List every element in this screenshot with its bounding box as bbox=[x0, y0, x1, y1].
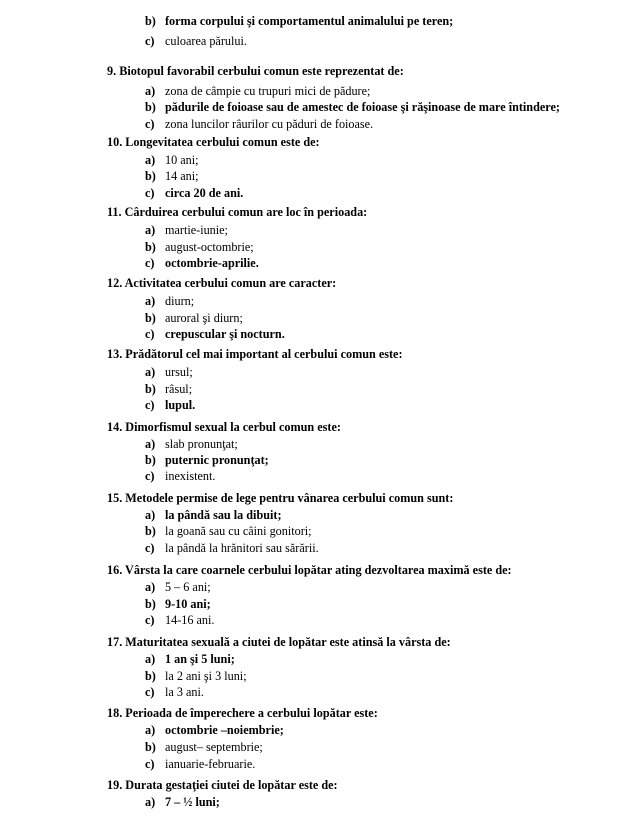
answer-option bbox=[145, 152, 199, 168]
option-text: 5 – 6 ani; bbox=[165, 580, 211, 594]
option-text: la 3 ani. bbox=[165, 685, 204, 699]
answer-option bbox=[145, 579, 211, 595]
option-letter: c) bbox=[145, 34, 155, 48]
option-letter: b) bbox=[145, 524, 156, 538]
answer-option bbox=[145, 99, 560, 115]
question-text: 10. Longevitatea cerbului comun este de: bbox=[107, 135, 320, 149]
option-text: la pândă la hrănitori sau sărării. bbox=[165, 541, 319, 555]
answer-option bbox=[145, 310, 243, 326]
option-text: 14 ani; bbox=[165, 169, 199, 183]
correct-answer-text: forma corpului şi comportamentul animalului pe teren; bbox=[165, 14, 454, 28]
answer-option bbox=[145, 523, 312, 539]
option-letter: a) bbox=[145, 580, 156, 594]
option-text: inexistent. bbox=[165, 469, 216, 483]
correct-answer-text: pădurile de foioase sau de amestec de foioase şi răşinoase de mare întindere; bbox=[165, 100, 560, 114]
correct-answer-text: 9-10 ani; bbox=[165, 597, 211, 611]
correct-answer-text: octombrie –noiembrie; bbox=[165, 723, 284, 737]
option-letter: b) bbox=[145, 311, 156, 325]
answer-option bbox=[145, 684, 204, 700]
option-letter: c) bbox=[145, 757, 155, 771]
answer-option bbox=[145, 756, 255, 772]
option-text: auroral şi diurn; bbox=[165, 311, 243, 325]
question-text: 12. Activitatea cerbului comun are caracter: bbox=[107, 276, 337, 290]
correct-answer-text: octombrie-aprilie. bbox=[165, 256, 259, 270]
option-letter: b) bbox=[145, 100, 156, 114]
option-text: august– septembrie; bbox=[165, 740, 263, 754]
correct-answer-text: 7 – ½ luni; bbox=[165, 795, 220, 809]
question-text: 16. Vârsta la care coarnele cerbului lopătar ating dezvoltarea maximă este de: bbox=[107, 563, 512, 577]
answer-option bbox=[145, 651, 235, 667]
answer-option bbox=[145, 794, 220, 810]
option-letter: c) bbox=[145, 256, 155, 270]
option-letter: b) bbox=[145, 740, 156, 754]
answer-option bbox=[145, 468, 215, 484]
answer-option bbox=[145, 293, 194, 309]
answer-option bbox=[145, 326, 285, 342]
option-text: ianuarie-februarie. bbox=[165, 757, 256, 771]
correct-answer-text: la pândă sau la dibuit; bbox=[165, 508, 282, 522]
option-text: la goană sau cu câini gonitori; bbox=[165, 524, 312, 538]
answer-option bbox=[145, 540, 319, 556]
option-letter: b) bbox=[145, 240, 156, 254]
answer-option bbox=[145, 739, 263, 755]
answer-option bbox=[145, 222, 228, 238]
option-text: 14-16 ani. bbox=[165, 613, 215, 627]
option-letter: a) bbox=[145, 294, 156, 308]
answer-option bbox=[145, 596, 211, 612]
option-text: râsul; bbox=[165, 382, 193, 396]
question-text: 17. Maturitatea sexuală a ciutei de lopătar este atinsă la vârsta de: bbox=[107, 635, 451, 649]
option-text: zona de câmpie cu trupuri mici de pădure; bbox=[165, 84, 371, 98]
answer-option bbox=[145, 668, 247, 684]
question-text: 15. Metodele permise de lege pentru vânarea cerbului comun sunt: bbox=[107, 491, 454, 505]
answer-option bbox=[145, 83, 370, 99]
answer-option bbox=[145, 13, 453, 29]
answer-option bbox=[145, 116, 373, 132]
option-text: zona luncilor râurilor cu păduri de foioase. bbox=[165, 117, 374, 131]
option-letter: b) bbox=[145, 597, 156, 611]
answer-option bbox=[145, 397, 195, 413]
answer-option bbox=[145, 381, 192, 397]
option-text: martie-iunie; bbox=[165, 223, 228, 237]
option-letter: a) bbox=[145, 652, 156, 666]
option-text: la 2 ani şi 3 luni; bbox=[165, 669, 247, 683]
option-letter: c) bbox=[145, 613, 155, 627]
option-letter: b) bbox=[145, 14, 156, 28]
answer-option bbox=[145, 255, 259, 271]
option-letter: b) bbox=[145, 669, 156, 683]
option-letter: b) bbox=[145, 453, 156, 467]
answer-option bbox=[145, 452, 269, 468]
option-letter: c) bbox=[145, 685, 155, 699]
answer-option bbox=[145, 436, 238, 452]
answer-option bbox=[145, 239, 254, 255]
answer-option bbox=[145, 722, 284, 738]
option-text: slab pronunţat; bbox=[165, 437, 238, 451]
answer-option bbox=[145, 185, 243, 201]
option-letter: c) bbox=[145, 186, 155, 200]
correct-answer-text: circa 20 de ani. bbox=[165, 186, 244, 200]
option-letter: a) bbox=[145, 153, 156, 167]
answer-option bbox=[145, 168, 199, 184]
answer-option bbox=[145, 33, 247, 49]
answer-option bbox=[145, 507, 282, 523]
option-letter: c) bbox=[145, 327, 155, 341]
option-letter: b) bbox=[145, 169, 156, 183]
option-letter: c) bbox=[145, 398, 155, 412]
option-letter: a) bbox=[145, 84, 156, 98]
question-text: 14. Dimorfismul sexual la cerbul comun este: bbox=[107, 420, 341, 434]
option-letter: c) bbox=[145, 541, 155, 555]
correct-answer-text: 1 an şi 5 luni; bbox=[165, 652, 235, 666]
question-text: 13. Prădătorul cel mai important al cerbului comun este: bbox=[107, 347, 403, 361]
answer-option bbox=[145, 364, 193, 380]
answer-option bbox=[145, 612, 214, 628]
correct-answer-text: crepuscular şi nocturn. bbox=[165, 327, 285, 341]
option-text: august-octombrie; bbox=[165, 240, 254, 254]
question-text: 19. Durata gestaţiei ciutei de lopătar este de: bbox=[107, 778, 338, 792]
option-letter: a) bbox=[145, 795, 156, 809]
correct-answer-text: lupul. bbox=[165, 398, 196, 412]
correct-answer-text: puternic pronunţat; bbox=[165, 453, 269, 467]
option-letter: a) bbox=[145, 365, 156, 379]
option-text: 10 ani; bbox=[165, 153, 199, 167]
option-text: ursul; bbox=[165, 365, 193, 379]
option-letter: a) bbox=[145, 508, 156, 522]
question-text: 9. Biotopul favorabil cerbului comun este reprezentat de: bbox=[107, 64, 404, 78]
option-letter: a) bbox=[145, 437, 156, 451]
question-text: 18. Perioada de împerechere a cerbului lopătar este: bbox=[107, 706, 378, 720]
option-letter: b) bbox=[145, 382, 156, 396]
option-text: diurn; bbox=[165, 294, 195, 308]
option-letter: c) bbox=[145, 469, 155, 483]
option-letter: a) bbox=[145, 723, 156, 737]
option-letter: c) bbox=[145, 117, 155, 131]
question-text: 11. Cârduirea cerbului comun are loc în perioada: bbox=[107, 205, 368, 219]
option-letter: a) bbox=[145, 223, 156, 237]
option-text: culoarea părului. bbox=[165, 34, 247, 48]
